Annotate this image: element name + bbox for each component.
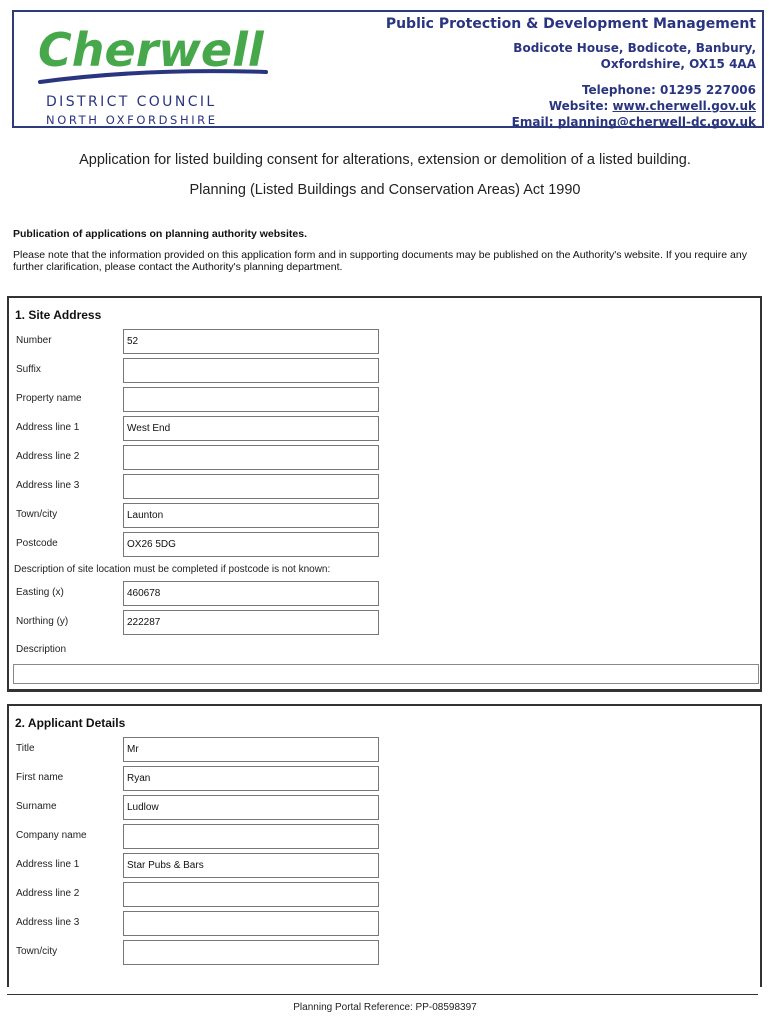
applicant-first-name-field[interactable]: Ryan: [123, 766, 379, 791]
logo-region: NORTH OXFORDSHIRE: [46, 113, 218, 127]
site-town-field[interactable]: Launton: [123, 503, 379, 528]
field-row: [9, 824, 760, 850]
field-label: Address line 3: [16, 480, 80, 491]
applicant-company-field[interactable]: [123, 824, 379, 849]
site-address-line-3-field[interactable]: [123, 474, 379, 499]
field-label: Northing (y): [16, 616, 69, 627]
field-row: [9, 358, 760, 384]
site-address-line-2-field[interactable]: [123, 445, 379, 470]
letterhead: [12, 10, 764, 128]
site-number-field[interactable]: 52: [123, 329, 379, 354]
field-row: [9, 503, 760, 529]
field-label: Address line 1: [16, 422, 80, 433]
section-title: 2. Applicant Details: [15, 716, 126, 730]
applicant-title-field[interactable]: Mr: [123, 737, 379, 762]
field-label: Property name: [16, 393, 82, 404]
site-address-section: [7, 296, 762, 692]
field-row: [9, 853, 760, 879]
easting-field[interactable]: 460678: [123, 581, 379, 606]
field-label: Postcode: [16, 538, 58, 549]
site-postcode-field[interactable]: OX26 5DG: [123, 532, 379, 557]
applicant-surname-field[interactable]: Ludlow: [123, 795, 379, 820]
org-address-line-2: Oxfordshire, OX15 4AA: [600, 57, 756, 71]
field-row: [9, 581, 760, 607]
logo-word-text: Cherwell: [38, 23, 264, 77]
field-row: [9, 610, 760, 636]
field-row: [9, 387, 760, 413]
publication-note: Please note that the information provided on this application form and in supporting documents may be published on the Authority's website. If you require any further clarification, please contact the Authority's planning department.: [13, 249, 747, 273]
planning-portal-reference: Planning Portal Reference: PP-08598397: [293, 1002, 477, 1013]
field-row: [9, 474, 760, 500]
field-label: Title: [16, 743, 35, 754]
email-label: Email:: [511, 115, 554, 129]
field-label: Easting (x): [16, 587, 64, 598]
field-label: Number: [16, 335, 52, 346]
applicant-address-line-1-field[interactable]: Star Pubs & Bars: [123, 853, 379, 878]
logo-district: DISTRICT COUNCIL: [46, 94, 217, 110]
field-row: [9, 766, 760, 792]
field-row: [9, 911, 760, 937]
field-label: First name: [16, 772, 64, 783]
cherwell-logo-wordmark: [34, 18, 274, 94]
description-field[interactable]: [13, 664, 759, 684]
field-label: Address line 3: [16, 917, 80, 928]
field-row: [9, 882, 760, 908]
cherwell-logo: [28, 18, 268, 126]
field-row: [9, 940, 760, 966]
telephone-value: 01295 227006: [659, 83, 756, 97]
description-label: Description: [16, 644, 67, 655]
applicant-address-line-2-field[interactable]: [123, 882, 379, 907]
field-label: Suffix: [16, 364, 41, 375]
field-label: Address line 2: [16, 888, 80, 899]
website-link[interactable]: www.cherwell.gov.uk: [612, 99, 756, 113]
email-link[interactable]: planning@cherwell-dc.gov.uk: [557, 115, 756, 129]
telephone-label: Telephone:: [581, 83, 656, 97]
field-row: [9, 737, 760, 763]
field-row: [9, 795, 760, 821]
org-title: Public Protection & Development Management: [385, 16, 756, 32]
org-address-line-1: Bodicote House, Bodicote, Banbury,: [513, 41, 756, 55]
northing-field[interactable]: 222287: [123, 610, 379, 635]
org-contact-block: [386, 14, 756, 130]
field-row: [9, 329, 760, 355]
form-subtitle: Planning (Listed Buildings and Conservation Areas) Act 1990: [189, 182, 581, 198]
field-label: Company name: [16, 830, 87, 841]
field-row: [9, 416, 760, 442]
field-label: Surname: [16, 801, 57, 812]
site-address-line-1-field[interactable]: West End: [123, 416, 379, 441]
footer-divider: [7, 994, 758, 995]
field-label: Address line 2: [16, 451, 80, 462]
field-label: Address line 1: [16, 859, 80, 870]
field-label: Town/city: [16, 946, 58, 957]
site-property-name-field[interactable]: [123, 387, 379, 412]
field-row: [9, 532, 760, 558]
site-suffix-field[interactable]: [123, 358, 379, 383]
section-title: 1. Site Address: [15, 308, 102, 322]
applicant-town-field[interactable]: [123, 940, 379, 965]
form-title: Application for listed building consent for alterations, extension or demolition of a listed building.: [79, 152, 691, 168]
applicant-address-line-3-field[interactable]: [123, 911, 379, 936]
website-label: Website:: [548, 99, 609, 113]
publication-heading: Publication of applications on planning authority websites.: [13, 228, 308, 240]
field-label: Town/city: [16, 509, 58, 520]
applicant-details-section: [7, 704, 762, 987]
field-row: [9, 445, 760, 471]
location-note: Description of site location must be completed if postcode is not known:: [14, 564, 331, 575]
